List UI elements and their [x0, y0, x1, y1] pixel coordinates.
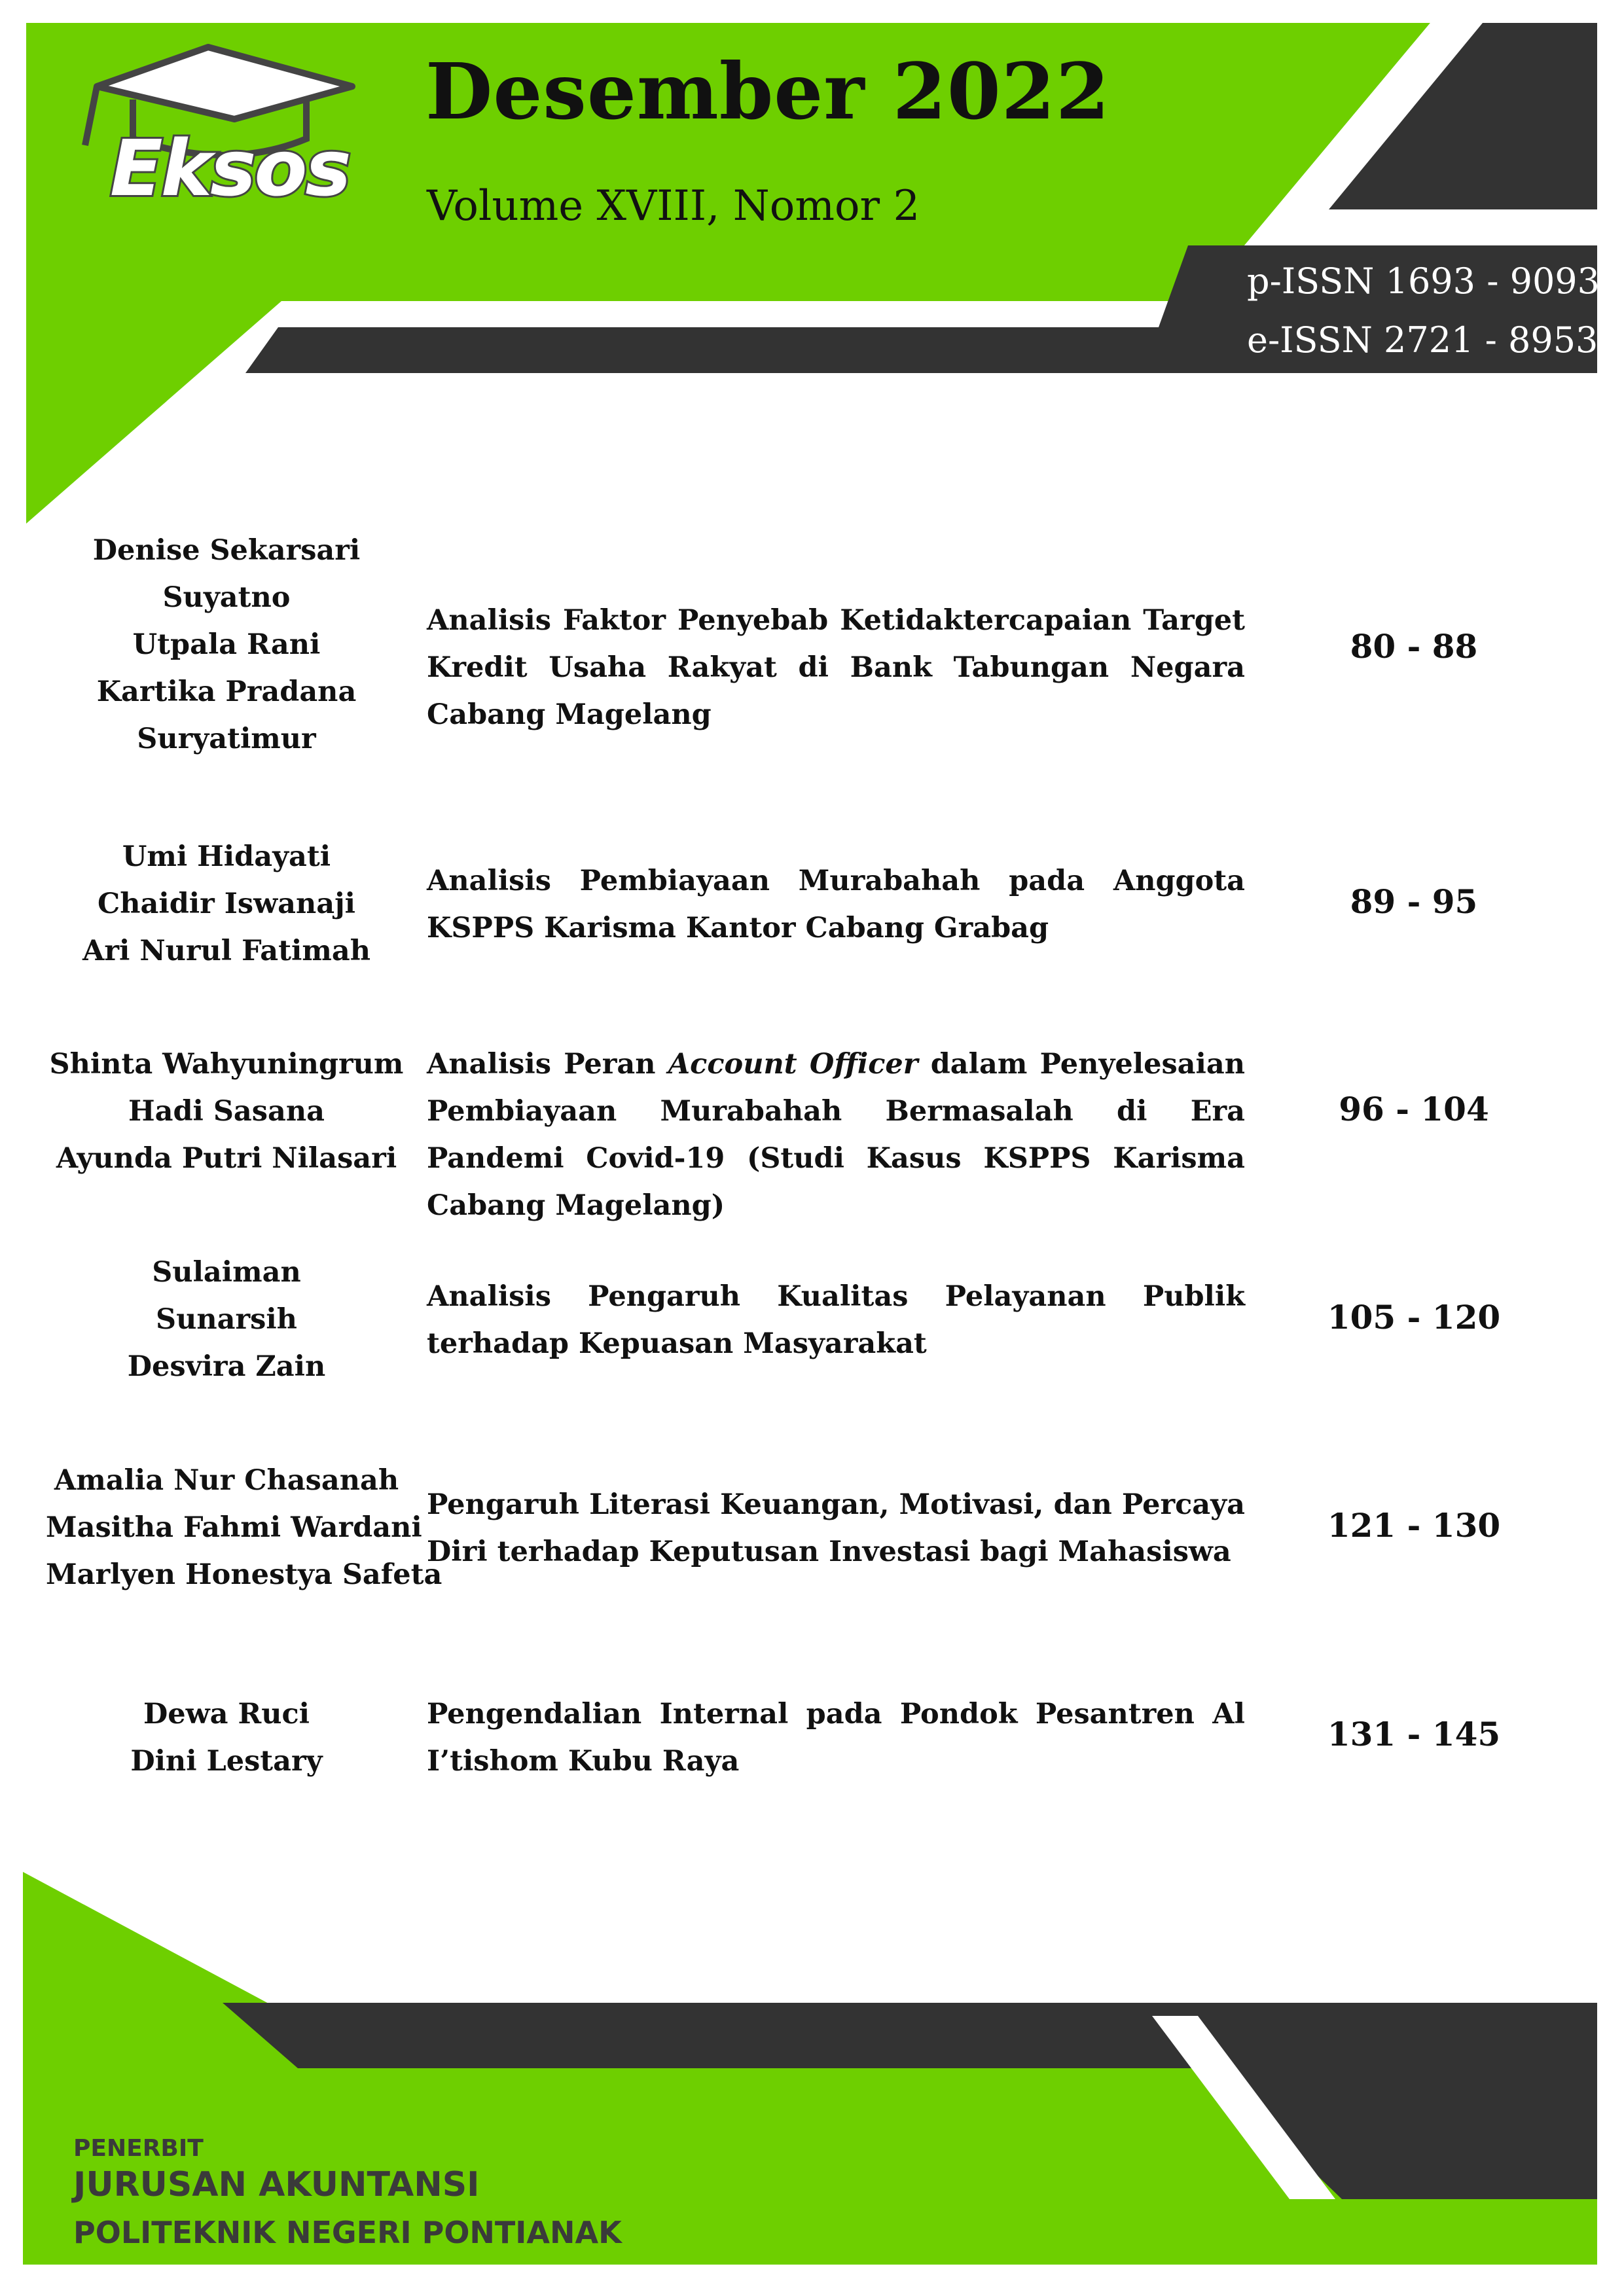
volume-number: Volume XVIII, Nomor 2	[427, 182, 920, 230]
article-authors	[46, 1041, 407, 1182]
title-italic-term: Account Officer	[668, 1048, 918, 1081]
publisher-department: JURUSAN AKUNTANSI	[73, 2165, 480, 2204]
title-text: Analisis Peran	[427, 1048, 668, 1081]
author-name: Shinta Wahyuningrum	[49, 1048, 404, 1081]
author-name: Chaidir Iswanaji	[98, 888, 355, 920]
title-text: dalam Penyelesaian Pembiayaan Murabahah Bermasalah di Era Pandemi Covid-19 (Studi Kasus KSPPS Karisma Cabang Magelang)	[427, 1048, 1245, 1222]
publisher-label: PENERBIT	[73, 2135, 204, 2162]
page-range: 121 - 130	[1327, 1506, 1501, 1545]
publisher-institution: POLITEKNIK NEGERI PONTIANAK	[73, 2215, 622, 2250]
logo-wordmark: Eksos	[110, 123, 350, 213]
e-issn: e-ISSN 2721 - 8953	[1247, 319, 1598, 361]
article-authors	[46, 527, 407, 762]
issue-date-title: Desember 2022	[425, 46, 1111, 137]
author-name: Dini Lestary	[130, 1745, 323, 1778]
article-authors	[46, 1457, 442, 1598]
article-title: Analisis Pengaruh Kualitas Pelayanan Publik terhadap Kepuasan Masyarakat	[427, 1280, 1245, 1360]
article-authors	[46, 1691, 407, 1785]
author-name: Kartika Pradana	[96, 675, 357, 708]
page-range: 131 - 145	[1327, 1715, 1501, 1753]
author-name: Dewa Ruci	[143, 1698, 310, 1731]
article-authors	[46, 833, 407, 975]
author-name: Amalia Nur Chasanah	[54, 1464, 399, 1497]
author-name: Umi Hidayati	[122, 840, 331, 873]
article-title: Pengendalian Internal pada Pondok Pesantren Al I’tishom Kubu Raya	[427, 1698, 1245, 1778]
article-title: Analisis Pembiayaan Murabahah pada Anggota KSPPS Karisma Kantor Cabang Grabag	[427, 865, 1245, 944]
article-authors	[46, 1249, 407, 1390]
page-range: 89 - 95	[1350, 882, 1478, 921]
author-name: Suryatimur	[137, 723, 316, 755]
author-name: Masitha Fahmi Wardani	[46, 1511, 422, 1544]
author-name: Utpala Rani	[132, 628, 321, 661]
eksos-logo	[71, 41, 365, 211]
page-range: 80 - 88	[1350, 627, 1478, 666]
author-name: Ari Nurul Fatimah	[82, 935, 370, 967]
article-title	[427, 1041, 1245, 1229]
article-title: Analisis Faktor Penyebab Ketidaktercapaian Target Kredit Usaha Rakyat di Bank Tabungan Negara Cabang Magelang	[427, 604, 1245, 731]
author-name: Marlyen Honestya Safeta	[46, 1558, 442, 1591]
p-issn: p-ISSN 1693 - 9093	[1247, 260, 1600, 302]
article-title: Pengaruh Literasi Keuangan, Motivasi, dan Percaya Diri terhadap Keputusan Investasi bagi Mahasiswa	[427, 1488, 1245, 1568]
author-name: Hadi Sasana	[128, 1095, 325, 1128]
author-name: Denise Sekarsari	[92, 534, 361, 567]
author-name: Sunarsih	[156, 1303, 297, 1336]
page-range: 105 - 120	[1327, 1298, 1501, 1336]
page-range: 96 - 104	[1339, 1090, 1489, 1128]
author-name: Sulaiman	[152, 1256, 301, 1289]
author-name: Desvira Zain	[127, 1350, 326, 1383]
author-name: Suyatno	[162, 581, 291, 614]
author-name: Ayunda Putri Nilasari	[56, 1142, 397, 1175]
